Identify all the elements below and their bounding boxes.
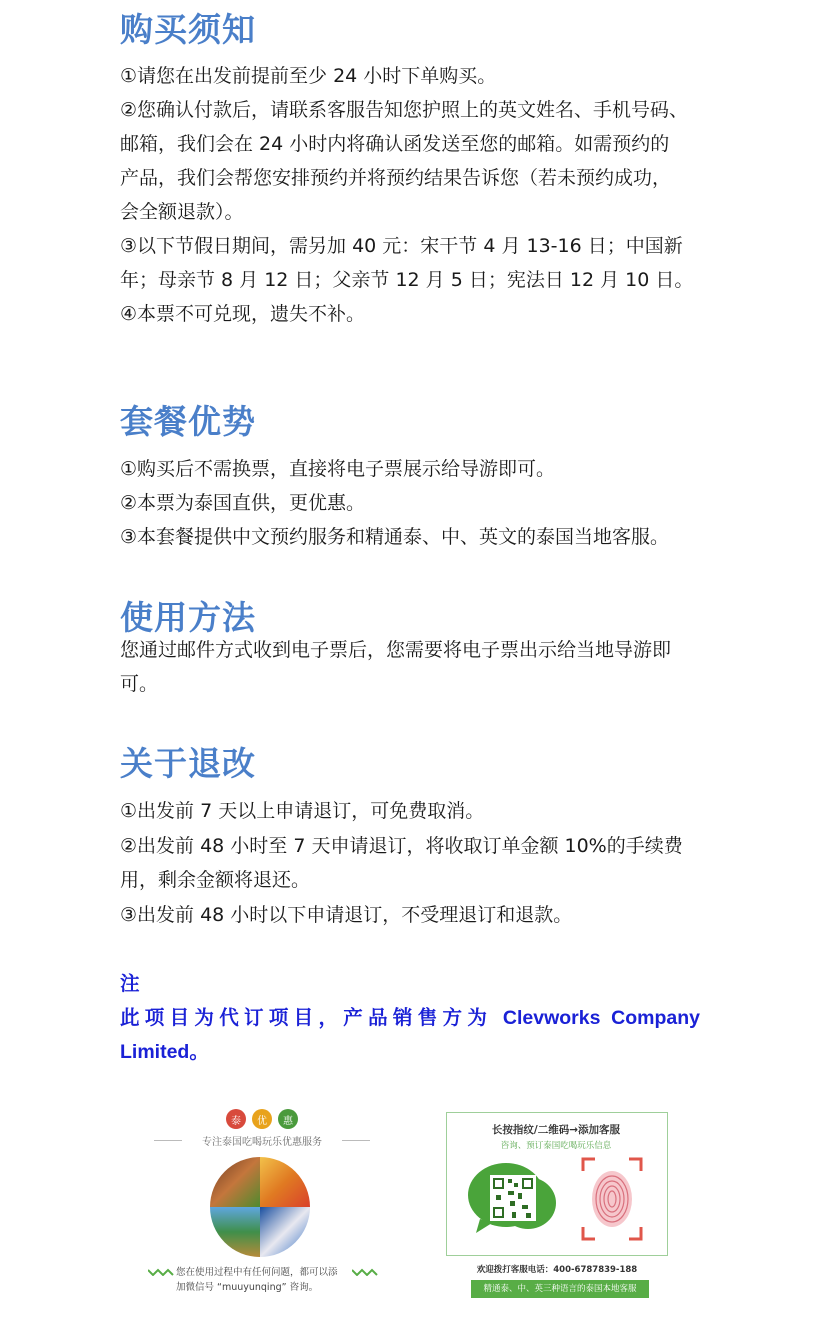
heading-refund: 关于退改 bbox=[120, 744, 256, 783]
refund-line: ③出发前 48 小时以下申请退订，不受理退订和退款。 bbox=[120, 904, 573, 926]
promo-card-right bbox=[446, 1112, 668, 1302]
promo-text-line: 加微信号 “muuyunqing” 咨询。 bbox=[176, 1282, 319, 1293]
food-photo bbox=[210, 1157, 260, 1207]
qr-title: 长按指纹/二维码→添加客服 bbox=[491, 1124, 621, 1136]
note-text-2: Limited。 bbox=[120, 1041, 209, 1063]
qr-subtitle: 咨询、预订泰国吃喝玩乐信息 bbox=[500, 1141, 612, 1151]
purchase-line: ②您确认付款后，请联系客服告知您护照上的英文姓名、手机号码、 bbox=[120, 99, 689, 121]
brand-logo bbox=[226, 1109, 298, 1129]
logo-dot: 泰 bbox=[226, 1109, 246, 1129]
heading-purchase: 购买须知 bbox=[120, 10, 256, 49]
logo-dot: 优 bbox=[252, 1109, 272, 1129]
service-banner: 精通泰、中、英三种语言的泰国本地客服 bbox=[471, 1280, 649, 1298]
purchase-line: 邮箱，我们会在 24 小时内将确认函发送至您的邮箱。如需预约的 bbox=[120, 133, 670, 155]
promo-photo-collage bbox=[210, 1157, 310, 1257]
show-photo bbox=[260, 1207, 310, 1257]
usage-line: 可。 bbox=[120, 673, 159, 695]
purchase-line: ③以下节假日期间，需另加 40 元：宋干节 4 月 13-16 日；中国新 bbox=[120, 235, 683, 257]
fingerprint-icon[interactable] bbox=[581, 1157, 643, 1241]
wechat-qr-code[interactable] bbox=[466, 1157, 558, 1237]
promo-card-left bbox=[146, 1105, 378, 1305]
purchase-line: 年；母亲节 8 月 12 日；父亲节 12 月 5 日；宪法日 12 月 10 日。 bbox=[120, 269, 694, 291]
brand-tagline: 专注泰国吃喝玩乐优惠服务 bbox=[146, 1133, 378, 1148]
heading-advantage: 套餐优势 bbox=[120, 402, 256, 441]
purchase-line: 产品，我们会帮您安排预约并将预约结果告诉您（若未预约成功， bbox=[120, 167, 672, 189]
refund-line: 用，剩余金额将退还。 bbox=[120, 869, 311, 891]
note-label: 注 bbox=[120, 973, 140, 995]
advantage-line: ②本票为泰国直供，更优惠。 bbox=[120, 492, 366, 514]
drinks-photo bbox=[260, 1157, 310, 1207]
note-text-1: 此项目为代订项目，产品销售方为 Clevworks Company bbox=[120, 1007, 700, 1029]
service-phone: 欢迎拨打客服电话：400-6787839-188 bbox=[476, 1265, 638, 1275]
promo-text-line: 您在使用过程中有任何问题，都可以添 bbox=[176, 1267, 338, 1278]
zigzag-icon bbox=[148, 1268, 174, 1276]
temple-photo bbox=[210, 1207, 260, 1257]
purchase-line: ④本票不可兑现，遗失不补。 bbox=[120, 303, 366, 325]
usage-line: 您通过邮件方式收到电子票后，您需要将电子票出示给当地导游即 bbox=[120, 639, 672, 661]
refund-line: ②出发前 48 小时至 7 天申请退订，将收取订单金额 10%的手续费 bbox=[120, 835, 683, 857]
logo-dot: 惠 bbox=[278, 1109, 298, 1129]
heading-usage: 使用方法 bbox=[120, 598, 256, 637]
advantage-line: ①购买后不需换票，直接将电子票展示给导游即可。 bbox=[120, 458, 556, 480]
advantage-line: ③本套餐提供中文预约服务和精通泰、中、英文的泰国当地客服。 bbox=[120, 526, 670, 548]
refund-line: ①出发前 7 天以上申请退订，可免费取消。 bbox=[120, 800, 485, 822]
promo-contact-text bbox=[176, 1265, 356, 1295]
purchase-line: ①请您在出发前提前至少 24 小时下单购买。 bbox=[120, 65, 497, 87]
purchase-line: 会全额退款）。 bbox=[120, 201, 244, 223]
